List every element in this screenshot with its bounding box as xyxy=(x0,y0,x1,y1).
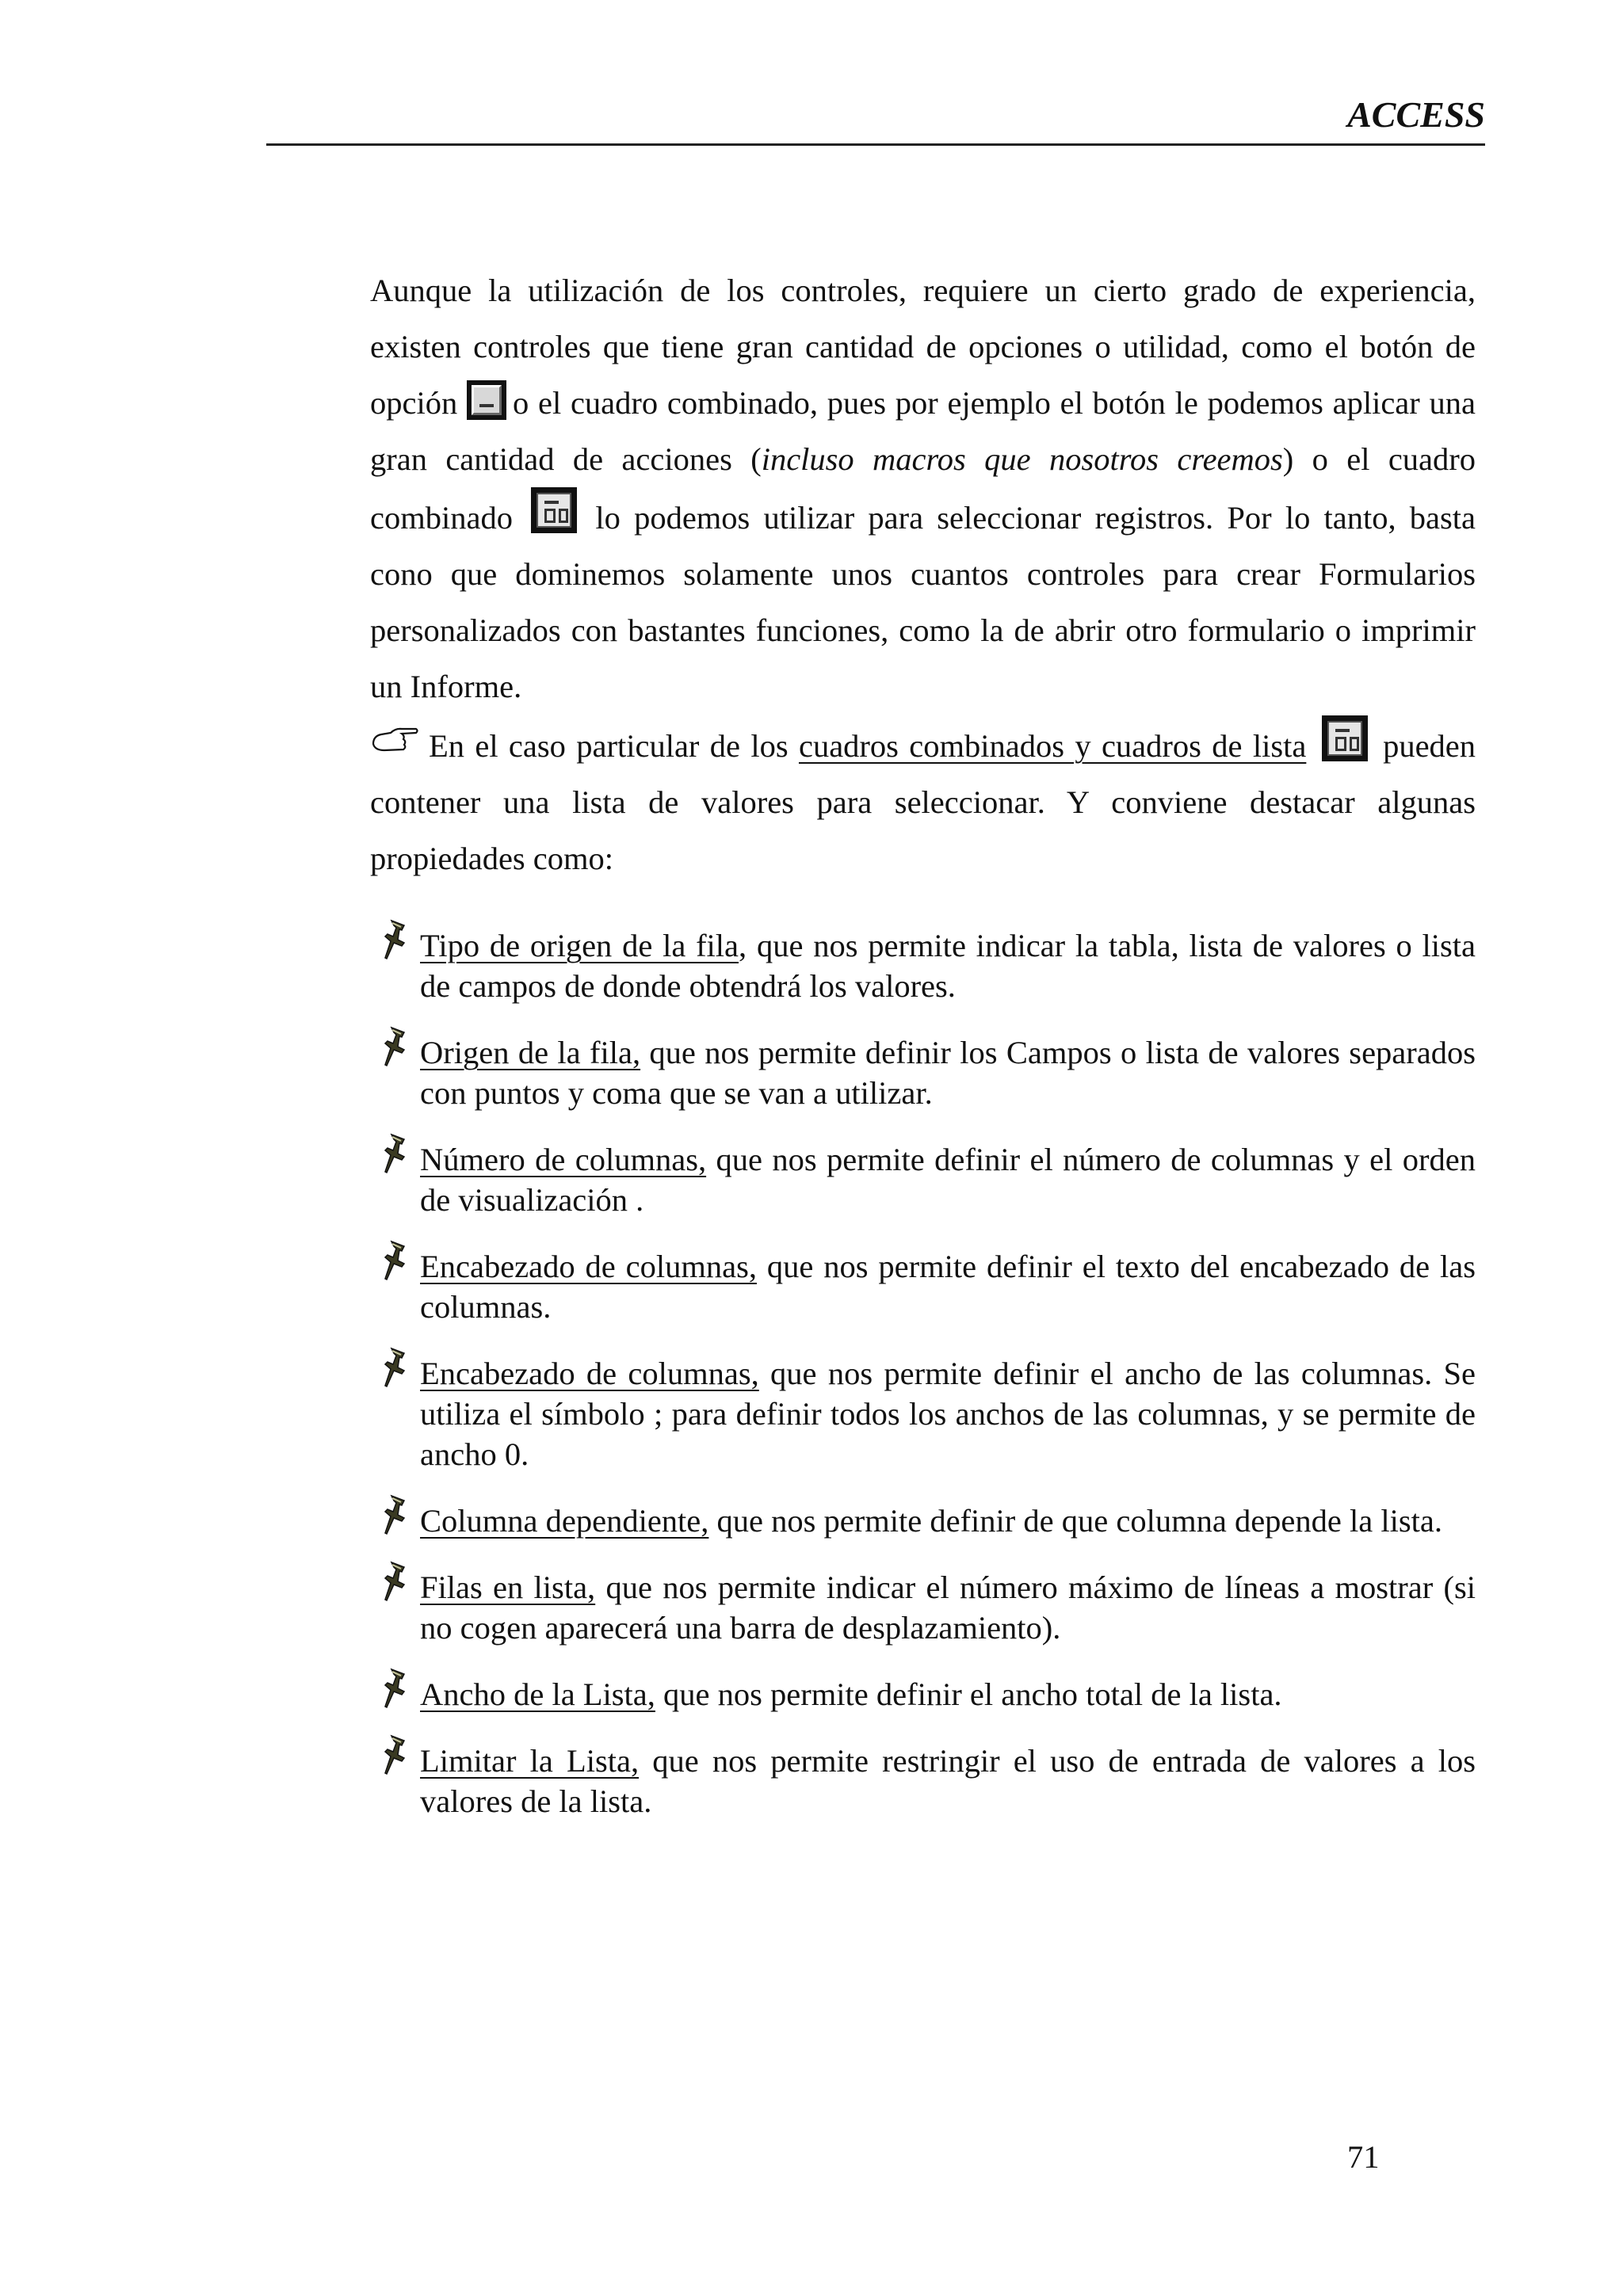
property-description: que nos permite definir el ancho de las columnas. Se utiliza el símbolo ; para definir todos los anchos de las columnas, y se permite de ancho 0. xyxy=(420,1356,1476,1472)
pushpin-icon xyxy=(380,1026,412,1069)
property-description: que nos permite definir los Campos o lista de valores separados con puntos y coma que se van a utilizar. xyxy=(420,1035,1476,1111)
property-term: Tipo de origen de la fila xyxy=(420,928,739,963)
pushpin-icon xyxy=(380,1347,412,1390)
property-term: Columna dependiente, xyxy=(420,1503,709,1539)
property-term: Limitar la Lista, xyxy=(420,1743,640,1779)
list-item xyxy=(380,1674,1476,1714)
pushpin-icon xyxy=(380,1494,412,1537)
list-item xyxy=(380,1567,1476,1648)
paragraph-text: Aunque la utilización de los controles, requiere un cierto grado de experiencia, existen controles que tiene gran cantidad de opciones o utilidad, como el botón de opción xyxy=(370,273,1476,421)
combo-list-link-text: cuadros combinados y cuadros de lista xyxy=(798,728,1307,764)
list-item xyxy=(380,925,1476,1006)
list-item xyxy=(380,1032,1476,1113)
property-list xyxy=(380,925,1476,1848)
paragraph-italic-text: incluso macros que nosotros creemos xyxy=(761,441,1283,477)
pushpin-icon xyxy=(380,1668,412,1711)
paragraph-text: lo podemos utilizar para seleccionar registros. Por lo tanto, basta cono que dominemos solamente unos cuantos controles para crear Formularios personalizados con bastantes funciones, como la de abrir otro formulario o imprimir un Informe. xyxy=(370,500,1476,704)
property-description: que nos permite definir de que columna depende la lista. xyxy=(708,1503,1442,1539)
pointing-hand-icon xyxy=(370,727,419,753)
combo-box-icon xyxy=(531,487,577,533)
property-term: Ancho de la Lista, xyxy=(420,1676,655,1712)
paragraph-combo-boxes xyxy=(273,715,1476,887)
pushpin-icon xyxy=(380,1734,412,1777)
list-item xyxy=(380,1246,1476,1327)
property-description: que nos permite restringir el uso de entrada de valores a los valores de la lista. xyxy=(420,1743,1476,1819)
paragraph-text: o el cuadro combinado, pues por ejemplo el botón le podemos aplicar una gran cantidad de acciones ( xyxy=(370,385,1476,477)
pushpin-icon xyxy=(380,1133,412,1176)
paragraph-controls xyxy=(273,262,1476,715)
pushpin-icon xyxy=(380,1561,412,1604)
combo-box-icon xyxy=(1322,715,1368,761)
property-term: Encabezado de columnas, xyxy=(420,1356,759,1391)
header-rule xyxy=(266,143,1485,146)
property-description: , que nos permite indicar la tabla, lista de valores o lista de campos de donde obtendrá los valores. xyxy=(420,928,1476,1004)
property-term: Filas en lista, xyxy=(420,1569,596,1605)
property-term: Encabezado de columnas, xyxy=(420,1249,757,1284)
property-description: que nos permite definir el texto del encabezado de las columnas. xyxy=(420,1249,1476,1325)
option-button-icon xyxy=(467,380,506,420)
pushpin-icon xyxy=(380,1240,412,1283)
property-description: que nos permite definir el ancho total de la lista. xyxy=(655,1676,1282,1712)
paragraph-text: pueden contener una lista de valores para seleccionar. Y conviene destacar algunas propiedades como: xyxy=(370,728,1476,876)
property-description: que nos permite definir el número de columnas y el orden de visualización . xyxy=(420,1142,1476,1218)
property-term: Origen de la fila, xyxy=(420,1035,641,1070)
paragraph-text: En el caso particular de los xyxy=(429,728,799,764)
list-item xyxy=(380,1501,1476,1541)
list-item xyxy=(380,1741,1476,1821)
pushpin-icon xyxy=(380,919,412,962)
page-number: 71 xyxy=(1347,2139,1380,2175)
property-term: Número de columnas, xyxy=(420,1142,707,1177)
list-item xyxy=(380,1139,1476,1220)
list-item xyxy=(380,1353,1476,1474)
paragraph-text: ) o el cuadro combinado xyxy=(370,441,1476,536)
property-description: que nos permite indicar el número máximo de líneas a mostrar (si no cogen aparecerá una barra de desplazamiento). xyxy=(420,1569,1476,1646)
page-header-title: ACCESS xyxy=(1347,94,1485,135)
